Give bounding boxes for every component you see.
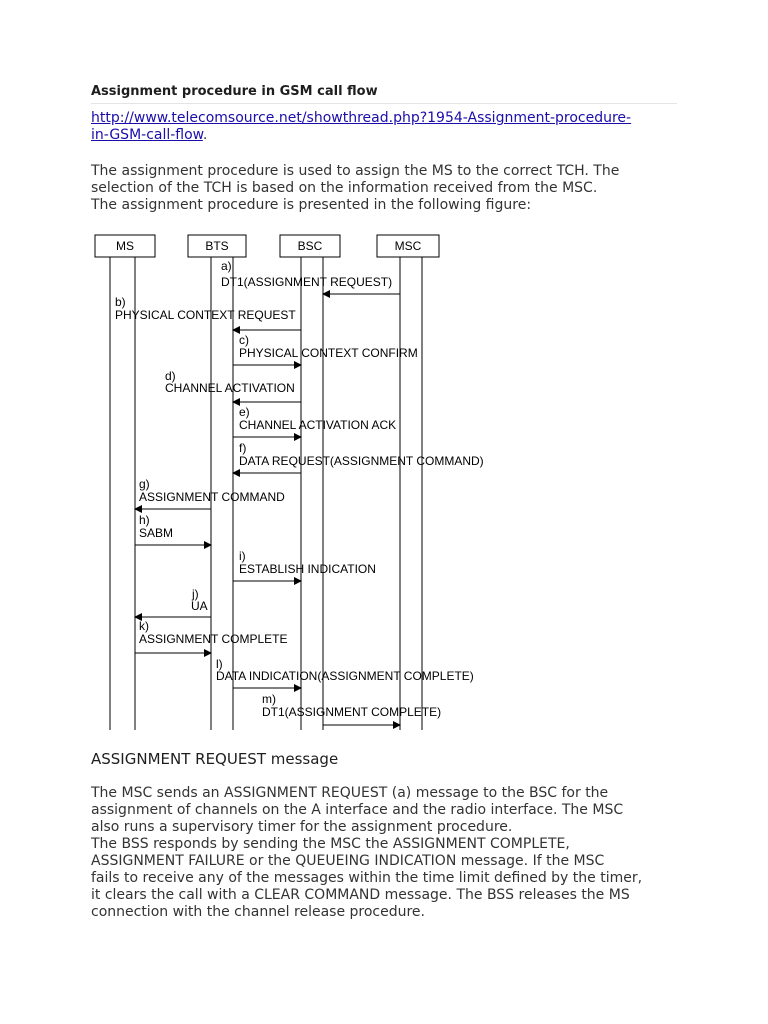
message-label: PHYSICAL CONTEXT CONFIRM	[239, 346, 418, 360]
message-step-label: l)	[216, 657, 223, 671]
message-label: DATA REQUEST(ASSIGNMENT COMMAND)	[239, 454, 484, 468]
body-line: The BSS responds by sending the MSC the ASSIGNMENT COMPLETE,	[91, 836, 570, 852]
source-link[interactable]	[91, 110, 691, 144]
message-step-label: a)	[221, 259, 232, 273]
message-step-label: c)	[239, 333, 249, 347]
message-label: DATA INDICATION(ASSIGNMENT COMPLETE)	[216, 669, 474, 683]
message-label: ESTABLISH INDICATION	[239, 562, 376, 576]
message-step-label: b)	[115, 295, 126, 309]
body-line: also runs a supervisory timer for the assignment procedure.	[91, 819, 513, 835]
message-step-label: m)	[262, 692, 276, 706]
message-step-label: h)	[139, 513, 150, 527]
page-title: Assignment procedure in GSM call flow	[91, 84, 677, 104]
message-step-label: g)	[139, 477, 150, 491]
message-step-label: j)	[192, 587, 199, 601]
message-label: CHANNEL ACTIVATION ACK	[239, 418, 397, 432]
entity-label-bsc: BSC	[297, 239, 323, 253]
entity-label-ms: MS	[116, 239, 134, 253]
intro-line: The assignment procedure is used to assign the MS to the correct TCH. The	[91, 163, 620, 179]
body-line: ASSIGNMENT FAILURE or the QUEUEING INDICATION message. If the MSC	[91, 853, 605, 869]
entity-label-msc: MSC	[394, 239, 422, 253]
message-label: PHYSICAL CONTEXT REQUEST	[115, 308, 296, 322]
entity-label-bts: BTS	[205, 239, 229, 253]
body-line: it clears the call with a CLEAR COMMAND message. The BSS releases the MS	[91, 887, 630, 903]
message-step-label: k)	[139, 619, 149, 633]
body-line: assignment of channels on the A interface and the radio interface. The MSC	[91, 802, 624, 818]
sequence-diagram	[90, 230, 510, 737]
message-label: SABM	[139, 526, 174, 540]
intro-line: The assignment procedure is presented in the following figure:	[91, 197, 532, 213]
sequence-diagram-svg	[90, 230, 510, 732]
body-line: fails to receive any of the messages within the time limit defined by the timer,	[91, 870, 643, 886]
message-label: ASSIGNMENT COMPLETE	[139, 632, 288, 646]
intro-line: selection of the TCH is based on the information received from the MSC.	[91, 180, 598, 196]
body-paragraph	[91, 785, 691, 921]
message-label: DT1(ASSIGNMENT REQUEST)	[221, 275, 393, 289]
section-heading: ASSIGNMENT REQUEST message	[91, 750, 339, 768]
source-link-line-1[interactable]: http://www.telecomsource.net/showthread.php?1954-Assignment-procedure-	[91, 110, 632, 126]
message-step-label: e)	[239, 405, 250, 419]
body-line: The MSC sends an ASSIGNMENT REQUEST (a) message to the BSC for the	[91, 785, 609, 801]
message-step-label: i)	[239, 549, 246, 563]
message-label: DT1(ASSIGNMENT COMPLETE)	[262, 705, 442, 719]
message-step-label: d)	[165, 369, 176, 383]
message-label: CHANNEL ACTIVATION	[165, 381, 295, 395]
link-period: .	[202, 127, 208, 143]
body-line: connection with the channel release procedure.	[91, 904, 425, 920]
message-label: ASSIGNMENT COMMAND	[139, 490, 285, 504]
source-link-line-2[interactable]: in-GSM-call-flow	[91, 127, 203, 143]
intro-paragraph	[91, 163, 691, 214]
message-step-label: f)	[239, 441, 247, 455]
message-label: UA	[191, 599, 208, 613]
